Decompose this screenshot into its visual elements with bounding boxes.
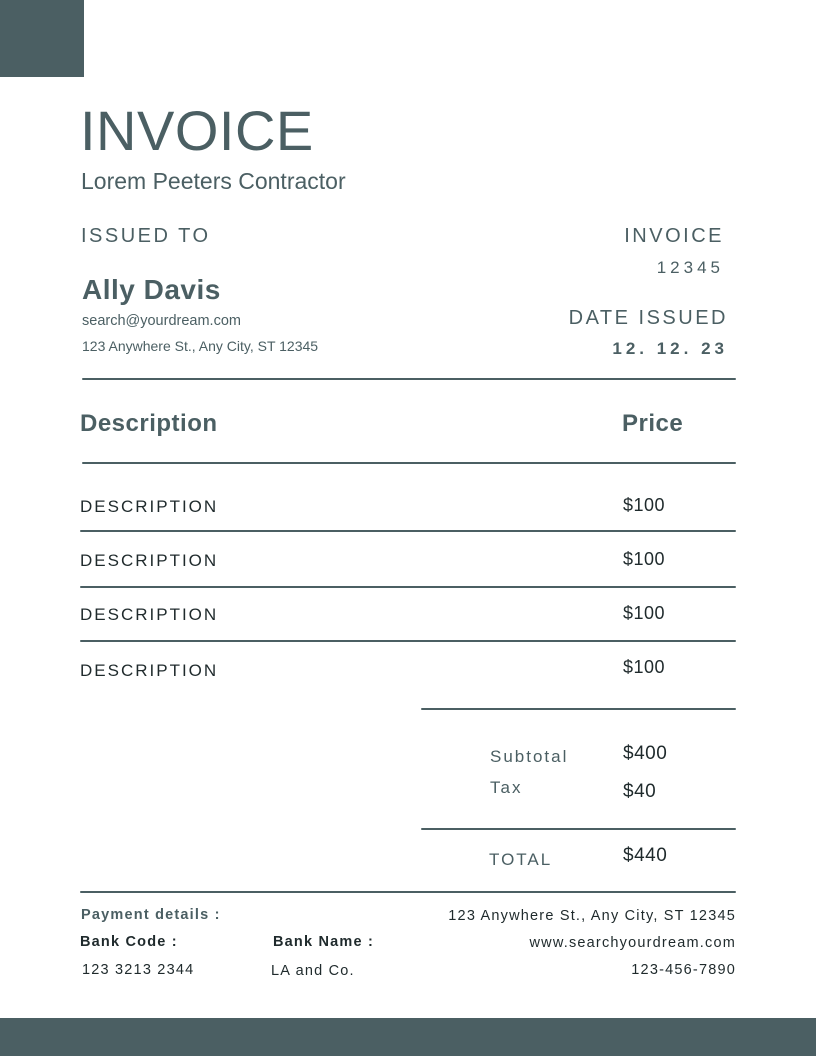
bank-code-label: Bank Code : [80,934,178,950]
client-name: Ally Davis [82,274,221,305]
row-description: DESCRIPTION [80,551,219,570]
document-title: INVOICE [80,99,314,162]
payment-details-label: Payment details : [81,907,221,923]
issued-to-label: ISSUED TO [81,225,211,247]
footer-divider [80,891,736,893]
tax-label: Tax [490,778,523,797]
footer-phone: 123-456-7890 [631,962,736,978]
total-value: $440 [623,845,668,866]
row-price: $100 [623,603,666,623]
row-price: $100 [623,657,666,677]
row-price: $100 [623,549,666,569]
date-issued-label: DATE ISSUED [568,307,728,329]
client-email: search@yourdream.com [82,313,241,329]
bank-name-label: Bank Name : [273,934,375,950]
subtotal-label: Subtotal [490,747,569,766]
company-name: Lorem Peeters Contractor [81,168,346,194]
price-column-header: Price [622,410,684,437]
footer-accent-band [0,1018,816,1056]
tax-value: $40 [623,781,657,802]
row-description: DESCRIPTION [80,661,219,680]
invoice-number-label: INVOICE [624,225,724,247]
corner-accent-block [0,0,84,77]
footer-website: www.searchyourdream.com [529,935,736,951]
total-divider [421,828,736,830]
description-column-header: Description [80,410,218,437]
subtotal-value: $400 [623,743,668,764]
bank-name-value: LA and Co. [271,963,355,979]
header-divider [82,378,736,380]
row-divider [80,640,736,642]
date-issued-value: 12. 12. 23 [612,339,728,358]
row-description: DESCRIPTION [80,497,219,516]
footer-address: 123 Anywhere St., Any City, ST 12345 [448,908,736,924]
row-divider [80,530,736,532]
total-label: TOTAL [489,850,553,869]
summary-divider [421,708,736,710]
client-address: 123 Anywhere St., Any City, ST 12345 [82,338,319,354]
row-divider [80,586,736,588]
row-price: $100 [623,495,666,515]
invoice-number: 12345 [656,258,724,277]
bank-code-value: 123 3213 2344 [82,962,195,978]
table-header-divider [82,462,736,464]
row-description: DESCRIPTION [80,605,219,624]
